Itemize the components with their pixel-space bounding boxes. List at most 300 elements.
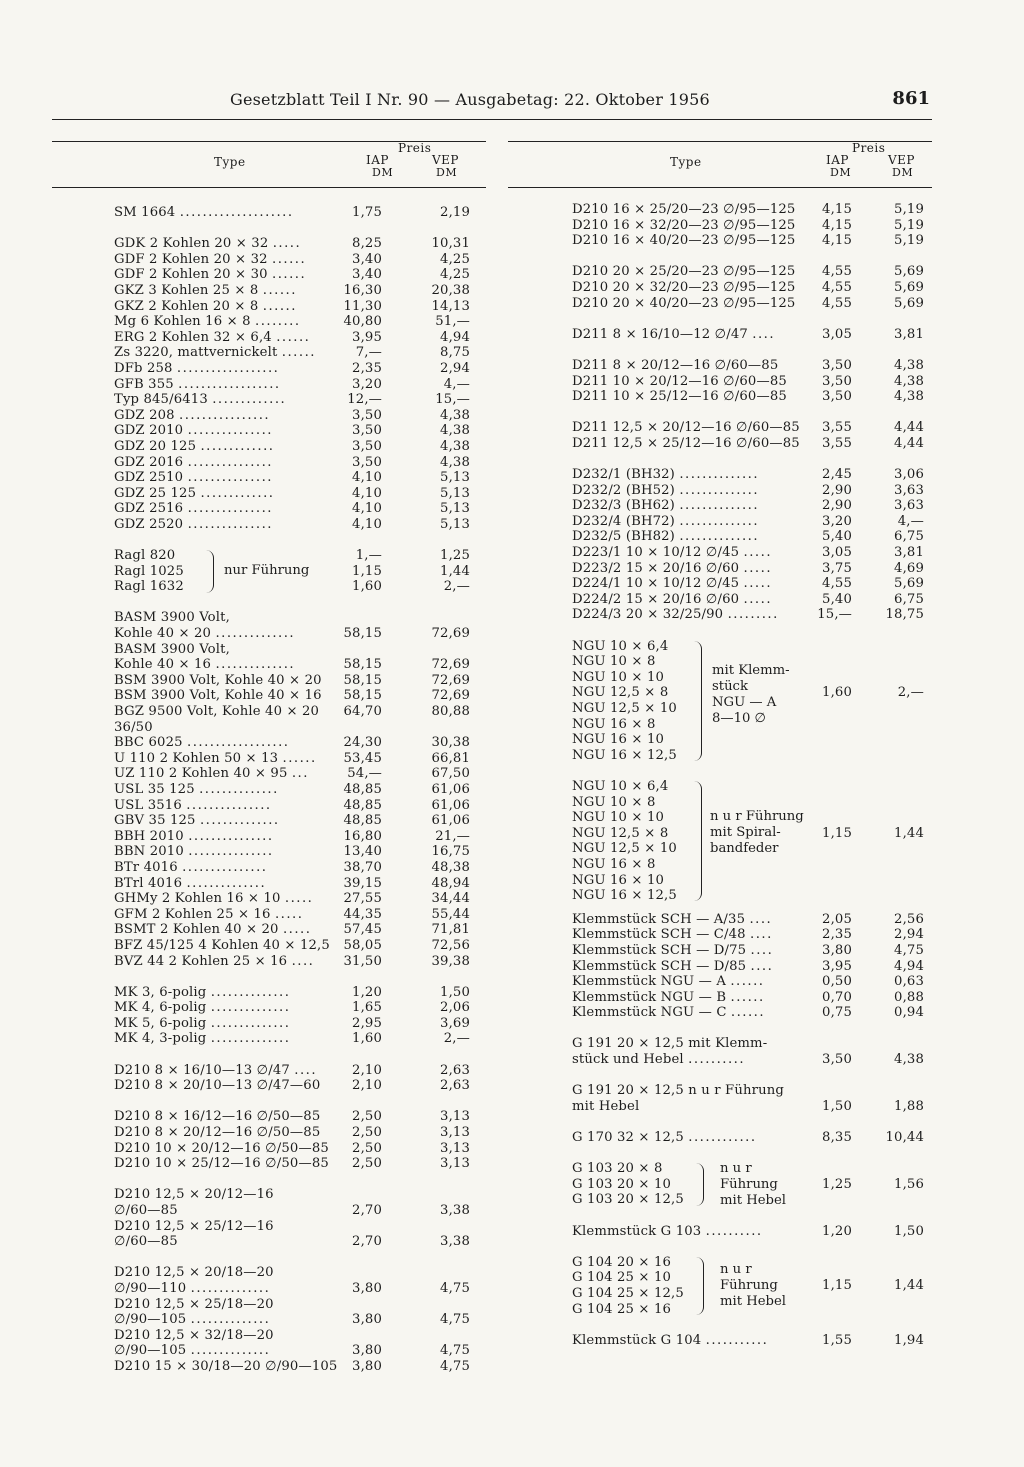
iap-price: 2,10 <box>352 1062 382 1078</box>
iap-price: 4,55 <box>822 279 852 295</box>
item-type: G 104 25 × 12,5 <box>572 1285 684 1301</box>
table-row: D232/2 (BH52) .............. 2,90 3,63 <box>572 482 924 498</box>
item-type: USL 35 125 <box>114 781 195 797</box>
table-row: BTrl 4016 .............. 39,15 48,94 <box>114 875 470 891</box>
table-row: Klemmstück G 104 ........... 1,55 1,94 <box>572 1332 924 1348</box>
iap-price: 27,55 <box>343 891 382 907</box>
table-row <box>114 1156 470 1172</box>
left-table-header-rule <box>52 187 486 188</box>
vep-price: 2,06 <box>440 1000 470 1016</box>
iap-price: 3,80 <box>352 1343 382 1359</box>
table-row: GDZ 20 125 ............. 3,50 4,38 <box>114 438 470 454</box>
vep-price: 2,94 <box>440 360 470 376</box>
vep-price: 5,13 <box>440 501 470 517</box>
item-type: NGU 10 × 8 <box>572 654 656 670</box>
table-row: BSMT 2 Kohlen 40 × 20 ..... 57,45 71,81 <box>114 922 470 938</box>
list-item <box>572 795 924 811</box>
item-type: MK 4, 6-polig <box>114 1000 207 1016</box>
item-type: GDK 2 Kohlen 20 × 32 <box>114 236 269 252</box>
item-type: U 110 2 Kohlen 50 × 13 <box>114 750 279 766</box>
vep-price: 1,44 <box>440 563 470 579</box>
item-type: GDZ 2520 <box>114 516 184 532</box>
iap-price: 7,— <box>355 345 382 361</box>
iap-price: 54,— <box>347 766 382 782</box>
item-type: ∅/60—85 <box>114 1234 178 1250</box>
iap-price: 1,75 <box>352 205 382 220</box>
item-type: mit Hebel <box>572 1098 640 1114</box>
preis-column-header: Preis <box>398 141 432 155</box>
table-row <box>114 548 470 564</box>
table-row: MK 3, 6-polig .............. 1,20 1,50 <box>114 984 470 1000</box>
table-row: G 170 32 × 12,5 ............ 8,35 10,44 <box>572 1130 924 1146</box>
iap-price: 58,15 <box>343 657 382 673</box>
vep-price: 1,44 <box>894 1278 924 1294</box>
g103-note: Führung <box>720 1177 778 1193</box>
item-type: MK 3, 6-polig <box>114 984 207 1000</box>
iap-price: 8,25 <box>352 236 382 252</box>
item-type: D210 12,5 × 32/18—20 <box>114 1327 274 1343</box>
item-type: NGU 16 × 8 <box>572 856 656 872</box>
item-type: BBN 2010 <box>114 844 184 860</box>
iap-price: 3,95 <box>822 958 852 974</box>
table-row: GFB 355 .................. 3,20 4,— <box>114 376 470 392</box>
table-row: GBV 35 125 .............. 48,85 61,06 <box>114 813 470 829</box>
item-type: ERG 2 Kohlen 32 × 6,4 <box>114 329 272 345</box>
table-row <box>114 579 470 595</box>
vep-price: 4,25 <box>440 251 470 267</box>
item-type: D223/1 10 × 10/12 ∅/45 <box>572 545 740 561</box>
item-type: G 103 20 × 12,5 <box>572 1192 684 1208</box>
ragl-group <box>114 548 470 595</box>
vep-price: 4,75 <box>440 1358 470 1374</box>
table-row: GDZ 2010 ............... 3,50 4,38 <box>114 423 470 439</box>
table-row: BVZ 44 2 Kohlen 25 × 16 .... 31,50 39,38 <box>114 953 470 969</box>
vep-price: 3,06 <box>894 467 924 483</box>
item-type: D224/3 20 × 32/25/90 <box>572 607 724 623</box>
iap-price: 1,65 <box>352 1000 382 1016</box>
right-rows <box>572 202 924 1348</box>
vep-price: 0,94 <box>894 1005 924 1021</box>
iap-price: 58,15 <box>343 626 382 642</box>
iap-price: 48,85 <box>343 781 382 797</box>
iap-price: 16,30 <box>343 282 382 298</box>
item-type: G 104 25 × 10 <box>572 1270 672 1286</box>
vep-price: 5,19 <box>894 233 924 249</box>
iap-price: 4,15 <box>822 202 852 217</box>
vep-price: 34,44 <box>431 891 470 907</box>
item-type: D210 8 × 20/10—13 ∅/47—60 <box>114 1078 321 1094</box>
iap-price: 3,80 <box>822 942 852 958</box>
iap-price: 3,80 <box>352 1280 382 1296</box>
iap-price: 4,10 <box>352 485 382 501</box>
vep-price: 1,25 <box>440 548 470 564</box>
table-row: D232/4 (BH72) .............. 3,20 4,— <box>572 513 924 529</box>
table-row: MK 4, 3-polig .............. 1,60 2,— <box>114 1031 470 1047</box>
item-type: Ragl 820 <box>114 548 176 564</box>
g104-note: n u r <box>720 1261 752 1277</box>
item-type: BSM 3900 Volt, Kohle 40 × 16 <box>114 688 322 704</box>
table-row: ERG 2 Kohlen 32 × 6,4 ...... 3,95 4,94 <box>114 329 470 345</box>
item-type: NGU 10 × 6,4 <box>572 638 669 654</box>
table-row: D210 8 × 16/10—13 ∅/47 .... 2,10 2,63 <box>114 1062 470 1078</box>
item-type: D211 8 × 16/10—12 ∅/47 <box>572 326 748 342</box>
table-row: BBN 2010 ............... 13,40 16,75 <box>114 844 470 860</box>
iap-price: 1,60 <box>822 685 852 701</box>
iap-price: 2,95 <box>352 1015 382 1031</box>
table-row: UZ 110 2 Kohlen 40 × 95 ... 54,— 67,50 <box>114 766 470 782</box>
item-type: D232/4 (BH72) <box>572 513 675 529</box>
iap-price: 8,35 <box>822 1130 852 1146</box>
table-row: ∅/90—105 .............. 3,80 4,75 <box>114 1312 470 1328</box>
table-row <box>572 233 924 249</box>
item-type: D210 12,5 × 25/12—16 <box>114 1218 274 1234</box>
vep-price: 5,13 <box>440 470 470 486</box>
item-type: D210 10 × 20/12—16 ∅/50—85 <box>114 1140 329 1156</box>
item-type: DFb 258 <box>114 360 173 376</box>
iap-column-header: IAP <box>366 153 389 167</box>
vep-price: 8,75 <box>440 345 470 361</box>
iap-price: 3,05 <box>822 326 852 342</box>
item-type: BASM 3900 Volt, <box>114 641 230 657</box>
list-item <box>572 732 924 748</box>
item-type: D210 20 × 25/20—23 ∅/95—125 <box>572 264 796 280</box>
vep-price: 71,81 <box>431 922 470 938</box>
vep-price: 10,44 <box>885 1130 924 1146</box>
table-row: Klemmstück NGU — A ...... 0,50 0,63 <box>572 974 924 990</box>
iap-price: 1,— <box>355 548 382 564</box>
vep-price: 1,88 <box>894 1098 924 1114</box>
table-row <box>572 296 924 312</box>
iap-price: 4,15 <box>822 217 852 233</box>
table-row: Klemmstück SCH — C/48 .... 2,35 2,94 <box>572 927 924 943</box>
item-type: GDZ 2010 <box>114 423 184 439</box>
table-row: ∅/90—110 .............. 3,80 4,75 <box>114 1280 470 1296</box>
vep-price: 2,56 <box>894 911 924 927</box>
item-type: BBH 2010 <box>114 828 184 844</box>
iap-price: 11,30 <box>343 298 382 314</box>
iap-price: 58,15 <box>343 672 382 688</box>
item-type: D223/2 15 × 20/16 ∅/60 <box>572 560 740 576</box>
item-type: ∅/90—105 <box>114 1343 187 1359</box>
iap-price: 2,50 <box>352 1125 382 1141</box>
vep-price: 4,25 <box>440 267 470 283</box>
item-type: D224/1 10 × 10/12 ∅/45 <box>572 576 740 592</box>
vep-price: 3,81 <box>894 326 924 342</box>
item-type: BFZ 45/125 4 Kohlen 40 × 12,5 <box>114 937 330 953</box>
iap-price: 58,15 <box>343 688 382 704</box>
table-row: BTr 4016 ............... 38,70 48,38 <box>114 859 470 875</box>
iap-price: 1,60 <box>352 1031 382 1047</box>
item-type: D210 12,5 × 20/12—16 <box>114 1187 274 1203</box>
iap-price: 1,20 <box>352 984 382 1000</box>
iap-price: 2,45 <box>822 467 852 483</box>
table-row: stück und Hebel .......... 3,50 4,38 <box>572 1052 924 1068</box>
vep-price: 72,69 <box>431 626 470 642</box>
item-type: Klemmstück G 103 <box>572 1223 702 1239</box>
item-type: MK 4, 3-polig <box>114 1031 207 1047</box>
vep-price: 4,69 <box>894 560 924 576</box>
iap-price: 48,85 <box>343 813 382 829</box>
vep-price: 5,69 <box>894 279 924 295</box>
item-type: D211 10 × 25/12—16 ∅/60—85 <box>572 389 787 405</box>
item-type: BSMT 2 Kohlen 40 × 20 <box>114 922 279 938</box>
iap-price: 24,30 <box>343 735 382 751</box>
table-row: D224/1 10 × 10/12 ∅/45 ..... 4,55 5,69 <box>572 576 924 592</box>
vep-price: 3,38 <box>440 1234 470 1250</box>
item-type: ∅/60—85 <box>114 1203 178 1218</box>
vep-price: 2,19 <box>440 205 470 220</box>
iap-price: 64,70 <box>343 704 382 719</box>
brace-icon <box>206 550 214 593</box>
vep-price: 2,— <box>443 579 470 595</box>
vep-price: 10,31 <box>431 236 470 252</box>
table-row <box>114 1187 470 1203</box>
iap-price: 15,— <box>817 607 852 623</box>
vep-price: 3,13 <box>440 1125 470 1141</box>
table-row <box>572 264 924 280</box>
item-type: G 170 32 × 12,5 <box>572 1130 684 1146</box>
vep-price: 4,38 <box>894 1052 924 1068</box>
item-type: Ragl 1025 <box>114 563 184 579</box>
iap-price: 2,50 <box>352 1109 382 1125</box>
item-type: D210 12,5 × 20/18—20 <box>114 1265 274 1281</box>
table-row: DFb 258 .................. 2,35 2,94 <box>114 360 470 376</box>
table-row: GDZ 208 ................ 3,50 4,38 <box>114 407 470 423</box>
table-row: GDF 2 Kohlen 20 × 32 ...... 3,40 4,25 <box>114 251 470 267</box>
vep-price: 4,— <box>443 376 470 392</box>
iap-price: 2,90 <box>822 482 852 498</box>
item-type: GDZ 20 125 <box>114 438 197 454</box>
iap-price: 1,25 <box>822 1176 852 1192</box>
item-type: G 104 25 × 16 <box>572 1301 672 1317</box>
iap-price: 3,20 <box>352 376 382 392</box>
item-type: NGU 12,5 × 8 <box>572 685 669 701</box>
item-type: NGU 12,5 × 10 <box>572 841 677 857</box>
vep-price: 14,13 <box>431 298 470 314</box>
table-row <box>572 202 924 218</box>
table-row: D232/1 (BH32) .............. 2,45 3,06 <box>572 467 924 483</box>
vep-price: 1,94 <box>894 1332 924 1348</box>
item-type: GKZ 3 Kohlen 25 × 8 <box>114 282 259 298</box>
vep-price: 72,56 <box>431 937 470 953</box>
vep-price: 2,63 <box>440 1078 470 1094</box>
vep-price: 4,75 <box>440 1312 470 1328</box>
iap-price: 3,80 <box>352 1358 382 1374</box>
iap-price: 3,50 <box>352 438 382 454</box>
iap-price: 3,50 <box>822 1052 852 1068</box>
vep-price: 15,— <box>435 392 470 408</box>
vep-price: 20,38 <box>431 282 470 298</box>
table-row: BBH 2010 ............... 16,80 21,— <box>114 828 470 844</box>
iap-price: 3,40 <box>352 251 382 267</box>
item-type: D232/2 (BH52) <box>572 482 675 498</box>
table-row: BBC 6025 .................. 24,30 30,38 <box>114 735 470 751</box>
iap-price: 53,45 <box>343 750 382 766</box>
item-type: Klemmstück NGU — B <box>572 989 727 1005</box>
table-row <box>114 1203 470 1219</box>
vep-price: 21,— <box>435 828 470 844</box>
item-type: GDZ 2516 <box>114 501 184 517</box>
iap-unit-header: DM <box>830 166 852 179</box>
list-item <box>572 748 924 764</box>
vep-price: 5,69 <box>894 576 924 592</box>
item-type: BASM 3900 Volt, <box>114 610 230 626</box>
vep-price: 2,94 <box>894 927 924 943</box>
item-type: SM 1664 <box>114 205 176 220</box>
item-type: MK 5, 6-polig <box>114 1015 207 1031</box>
vep-price: 4,38 <box>894 373 924 389</box>
iap-price: 2,35 <box>352 360 382 376</box>
vep-price: 4,75 <box>440 1343 470 1359</box>
right-table-header-rule <box>508 187 932 188</box>
table-row: GDZ 2520 ............... 4,10 5,13 <box>114 516 470 532</box>
iap-price: 1,60 <box>352 579 382 595</box>
vep-price: 5,19 <box>894 217 924 233</box>
iap-price: 58,05 <box>343 937 382 953</box>
table-row <box>114 1328 470 1344</box>
iap-price: 4,10 <box>352 470 382 486</box>
table-row: GDZ 2510 ............... 4,10 5,13 <box>114 470 470 486</box>
iap-price: 2,50 <box>352 1156 382 1172</box>
table-row <box>114 1234 470 1250</box>
item-type: D211 12,5 × 20/12—16 ∅/60—85 <box>572 420 800 436</box>
iap-price: 0,70 <box>822 989 852 1005</box>
vep-price: 4,38 <box>894 357 924 373</box>
item-type: G 103 20 × 10 <box>572 1176 672 1192</box>
item-type: Kohle 40 × 16 <box>114 657 212 673</box>
item-type: BBC 6025 <box>114 735 183 751</box>
table-row <box>572 436 924 452</box>
ngu-note: 8—10 ∅ <box>712 710 767 726</box>
vep-price: 66,81 <box>431 750 470 766</box>
item-type: GDF 2 Kohlen 20 × 32 <box>114 251 268 267</box>
vep-price: 72,69 <box>431 688 470 704</box>
table-row <box>114 1109 470 1125</box>
item-type: NGU 10 × 10 <box>572 810 665 826</box>
item-type: USL 3516 <box>114 797 182 813</box>
table-row: MK 4, 6-polig .............. 1,65 2,06 <box>114 1000 470 1016</box>
vep-price: 3,38 <box>440 1203 470 1218</box>
table-row: GDZ 25 125 ............. 4,10 5,13 <box>114 485 470 501</box>
list-item <box>572 639 924 655</box>
iap-price: 57,45 <box>343 922 382 938</box>
vep-price: 3,63 <box>894 482 924 498</box>
table-row: Kohle 40 × 16 .............. 58,15 72,69 <box>114 657 470 673</box>
iap-price: 2,50 <box>352 1140 382 1156</box>
iap-price: 3,55 <box>822 420 852 436</box>
vep-unit-header: DM <box>436 166 458 179</box>
item-type: GHMy 2 Kohlen 16 × 10 <box>114 891 281 907</box>
ngu-note: n u r Führung <box>710 808 804 824</box>
vep-price: 3,13 <box>440 1109 470 1125</box>
page-number: 861 <box>892 88 930 109</box>
table-row: SM 1664 .................... 1,75 2,19 <box>114 205 470 220</box>
item-type: D210 8 × 16/10—13 ∅/47 <box>114 1062 290 1078</box>
table-row: MK 5, 6-polig .............. 2,95 3,69 <box>114 1015 470 1031</box>
item-type: Klemmstück G 104 <box>572 1332 702 1348</box>
item-type: GKZ 2 Kohlen 20 × 8 <box>114 298 259 314</box>
vep-price: 0,88 <box>894 989 924 1005</box>
iap-price: 3,50 <box>352 407 382 423</box>
item-type: Kohle 40 × 20 <box>114 626 212 642</box>
brace-icon <box>694 781 702 901</box>
item-type: D232/1 (BH32) <box>572 467 675 483</box>
table-row <box>572 389 924 405</box>
item-type: GDZ 208 <box>114 407 175 423</box>
table-row: D224/2 15 × 20/16 ∅/60 ..... 5,40 6,75 <box>572 591 924 607</box>
iap-price: 4,55 <box>822 264 852 280</box>
item-type: D211 12,5 × 25/12—16 ∅/60—85 <box>572 435 800 451</box>
iap-price: 1,55 <box>822 1332 852 1348</box>
item-type: D232/5 (BH82) <box>572 529 675 545</box>
iap-price: 13,40 <box>343 844 382 860</box>
iap-price: 2,35 <box>822 927 852 943</box>
right-table-header <box>572 140 924 184</box>
item-type: D210 16 × 25/20—23 ∅/95—125 <box>572 202 796 217</box>
table-row: D211 8 × 16/10—12 ∅/47 .... 3,05 3,81 <box>572 326 924 342</box>
item-type: D211 10 × 20/12—16 ∅/60—85 <box>572 373 787 389</box>
vep-price: 4,38 <box>440 454 470 470</box>
table-row <box>114 1141 470 1157</box>
g104-note: Führung <box>720 1277 778 1293</box>
vep-price: 4,75 <box>440 1280 470 1296</box>
iap-price: 2,90 <box>822 498 852 514</box>
item-type: BSM 3900 Volt, Kohle 40 × 20 <box>114 672 322 688</box>
table-row <box>114 1125 470 1141</box>
item-type: NGU 12,5 × 10 <box>572 701 677 716</box>
iap-price: 2,05 <box>822 911 852 927</box>
vep-price: 4,38 <box>440 407 470 423</box>
table-row: Klemmstück NGU — C ...... 0,75 0,94 <box>572 1005 924 1021</box>
brace-icon <box>694 641 702 761</box>
iap-price: 5,40 <box>822 591 852 607</box>
vep-price: 4,75 <box>894 942 924 958</box>
item-type: Klemmstück SCH — D/75 <box>572 942 747 958</box>
table-row <box>114 1359 470 1375</box>
iap-price: 1,15 <box>352 563 382 579</box>
vep-price: 48,38 <box>431 859 470 875</box>
preis-column-header: Preis <box>852 141 886 155</box>
vep-price: 2,63 <box>440 1062 470 1078</box>
vep-price: 5,69 <box>894 264 924 280</box>
item-type: GDZ 25 125 <box>114 485 197 501</box>
item-type: NGU 10 × 6,4 <box>572 778 669 794</box>
vep-price: 6,75 <box>894 591 924 607</box>
table-row: USL 35 125 .............. 48,85 61,06 <box>114 781 470 797</box>
iap-price: 1,50 <box>822 1098 852 1114</box>
item-type: NGU 12,5 × 8 <box>572 825 669 841</box>
ngu-clamp-group <box>572 639 924 764</box>
vep-price: 1,50 <box>894 1223 924 1239</box>
iap-price: 3,80 <box>352 1312 382 1328</box>
vep-price: 1,44 <box>894 825 924 841</box>
table-row: GDK 2 Kohlen 20 × 32 ..... 8,25 10,31 <box>114 236 470 252</box>
table-row: Mg 6 Kohlen 16 × 8 ........ 40,80 51,— <box>114 314 470 330</box>
vep-price: 4,94 <box>894 958 924 974</box>
table-row <box>572 1099 924 1115</box>
item-type: D210 20 × 32/20—23 ∅/95—125 <box>572 279 796 295</box>
iap-price: 4,10 <box>352 501 382 517</box>
ngu-note: mit Klemm- <box>712 662 790 678</box>
table-row <box>114 1297 470 1313</box>
item-type: NGU 16 × 12,5 <box>572 747 677 763</box>
vep-price: 5,69 <box>894 295 924 311</box>
item-type: ∅/90—105 <box>114 1312 187 1328</box>
table-row: Klemmstück G 103 .......... 1,20 1,50 <box>572 1223 924 1239</box>
table-row <box>114 610 470 626</box>
left-rows <box>114 205 470 1375</box>
item-type: GBV 35 125 <box>114 813 196 829</box>
